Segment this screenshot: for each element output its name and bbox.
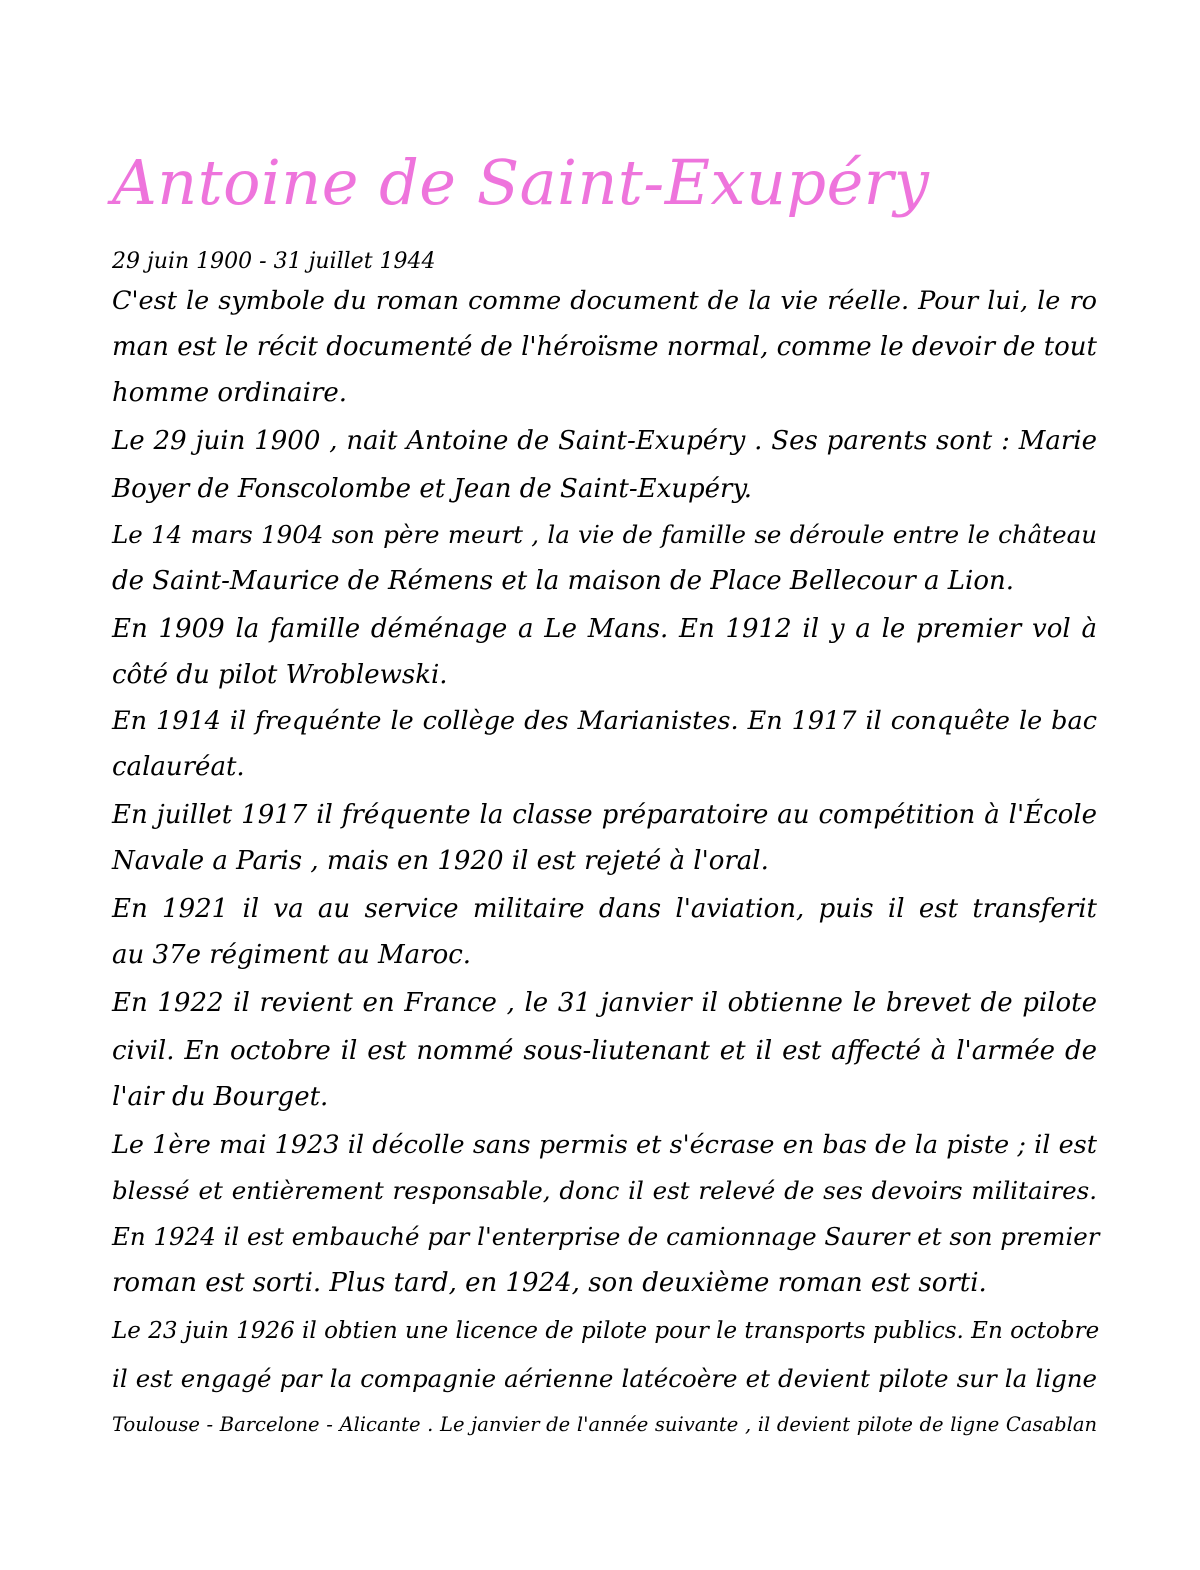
text-line: Boyer de Fonscolombe et Jean de Saint-Exupéry. [112, 474, 752, 504]
life-dates: 29 juin 1900 - 31 juillet 1944 [112, 249, 436, 274]
text-line: Navale a Paris , mais en 1920 il est rejeté à l'oral. [112, 846, 769, 876]
text-line: Le 23 juin 1926 il obtien une licence de pilote pour le transports publics. En octobre [112, 1318, 1100, 1344]
text-line: civil. En octobre il est nommé sous-liutenant et il est affecté à l'armée de [112, 1036, 1097, 1066]
text-line: Le 14 mars 1904 son père meurt , la vie de famille se déroule entre le château [112, 520, 1097, 549]
text-line: C'est le symbole du roman comme document de la vie réelle. Pour lui, le ro [112, 286, 1097, 316]
text-line: l'air du Bourget. [112, 1082, 329, 1112]
text-line: En 1914 il frequénte le collège des Marianistes. En 1917 il conquête le bac [112, 706, 1097, 736]
text-line: au 37e régiment au Maroc. [112, 940, 472, 970]
text-line: de Saint-Maurice de Rémens et la maison de Place Bellecour a Lion. [112, 566, 1015, 596]
text-line: blessé et entièrement responsable, donc il est relevé de ses devoirs militaires. [112, 1176, 1097, 1205]
text-line: En juillet 1917 il fréquente la classe préparatoire au compétition à l'École [112, 800, 1097, 830]
text-line: En 1921 il va au service militaire dans l'aviation, puis il est transferit [112, 894, 1097, 924]
text-line: En 1909 la famille déménage a Le Mans. En 1912 il y a le premier vol à [112, 614, 1097, 644]
text-line: côté du pilot Wroblewski. [112, 660, 448, 690]
text-line: Le 29 juin 1900 , nait Antoine de Saint-Exupéry . Ses parents sont : Marie [112, 426, 1097, 456]
text-line: En 1924 il est embauché par l'enterprise de camionnage Saurer et son premier [112, 1222, 1100, 1251]
text-line: En 1922 il revient en France , le 31 janvier il obtienne le brevet de pilote [112, 988, 1097, 1018]
text-line: calauréat. [112, 752, 245, 782]
text-line: man est le récit documenté de l'héroïsme normal, comme le devoir de tout [112, 332, 1097, 362]
text-line: Le 1ère mai 1923 il décolle sans permis et s'écrase en bas de la piste ; il est [112, 1130, 1097, 1160]
text-line: homme ordinaire. [112, 378, 348, 408]
text-line: il est engagé par la compagnie aérienne latécoère et devient pilote sur la ligne [112, 1364, 1097, 1393]
text-line: Toulouse - Barcelone - Alicante . Le janvier de l'année suivante , il devient pilote de ligne Casablan [112, 1413, 1097, 1436]
text-line: roman est sorti. Plus tard, en 1924, son deuxième roman est sorti. [112, 1268, 987, 1298]
page-title: Antoine de Saint-Exupéry [112, 146, 930, 219]
